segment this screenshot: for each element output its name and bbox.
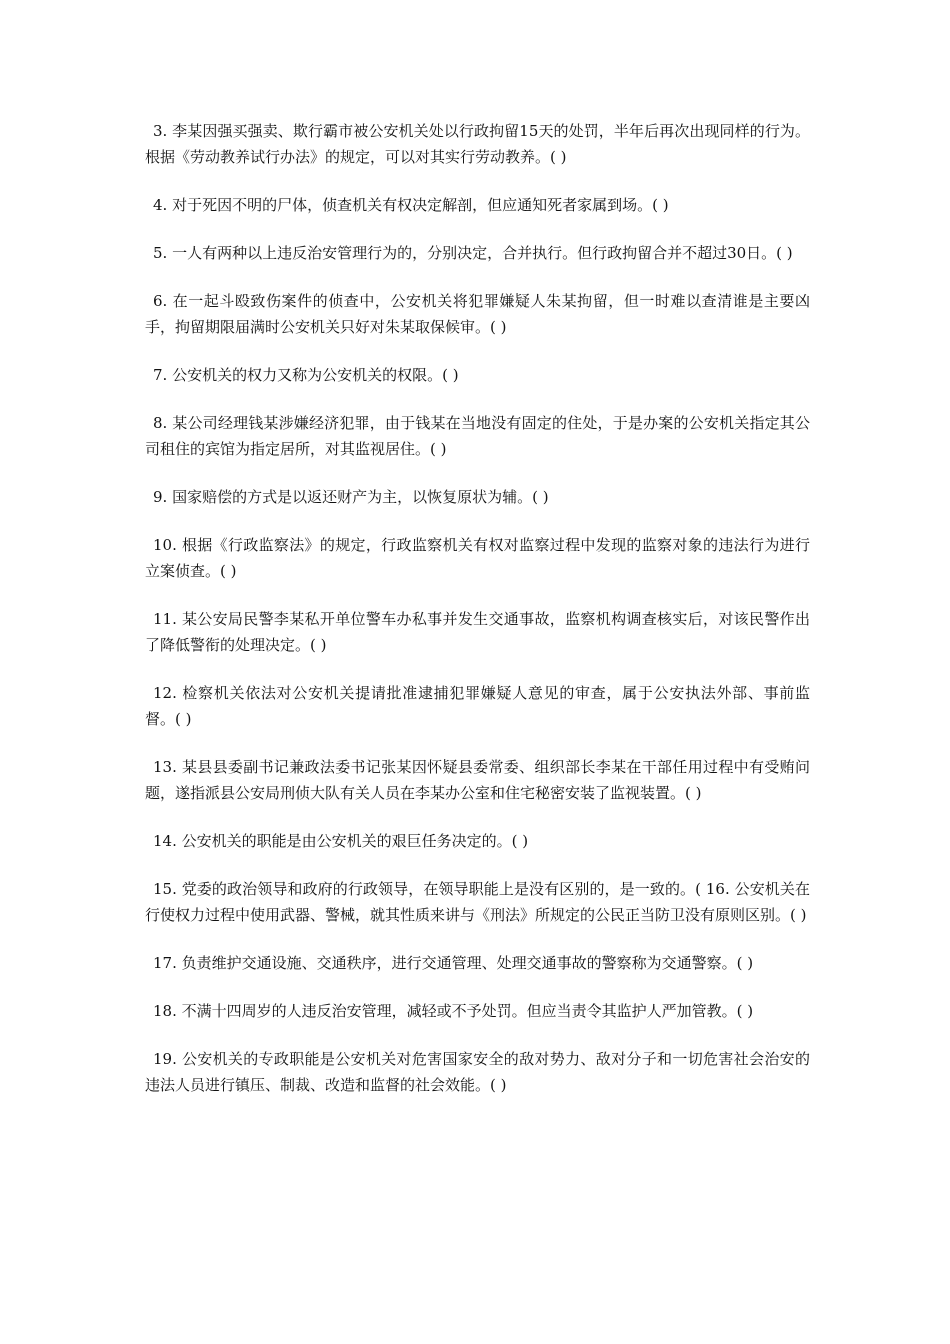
question-item-15-16: 15. 党委的政治领导和政府的行政领导，在领导职能上是没有区别的，是一致的。( 16. 公安机关在行使权力过程中使用武器、警械，就其性质来讲与《刑法》所规定的公民正当防卫没有原则区别。( )	[145, 880, 810, 924]
question-item-3: 3. 李某因强买强卖、欺行霸市被公安机关处以行政拘留15天的处罚，半年后再次出现同样的行为。根据《劳动教养试行办法》的规定，可以对其实行劳动教养。( )	[145, 122, 810, 166]
question-list	[145, 118, 810, 1120]
question-item-7: 7. 公安机关的权力又称为公安机关的权限。( )	[153, 366, 459, 384]
question-item-19: 19. 公安机关的专政职能是公安机关对危害国家安全的敌对势力、敌对分子和一切危害社会治安的违法人员进行镇压、制裁、改造和监督的社会效能。( )	[145, 1050, 810, 1094]
question-item-6: 6. 在一起斗殴致伤案件的侦查中，公安机关将犯罪嫌疑人朱某拘留，但一时难以查清谁是主要凶手，拘留期限届满时公安机关只好对朱某取保候审。( )	[145, 292, 810, 336]
question-item-17: 17. 负责维护交通设施、交通秩序，进行交通管理、处理交通事故的警察称为交通警察。( )	[153, 954, 754, 972]
question-item-12: 12. 检察机关依法对公安机关提请批准逮捕犯罪嫌疑人意见的审查，属于公安执法外部、事前监督。( )	[145, 684, 810, 728]
question-item-18: 18. 不满十四周岁的人违反治安管理，减轻或不予处罚。但应当责令其监护人严加管教。( )	[153, 1002, 754, 1020]
question-item-9: 9. 国家赔偿的方式是以返还财产为主，以恢复原状为辅。( )	[153, 488, 549, 506]
question-item-11: 11. 某公安局民警李某私开单位警车办私事并发生交通事故，监察机构调查核实后，对该民警作出了降低警衔的处理决定。( )	[145, 610, 810, 654]
question-item-10: 10. 根据《行政监察法》的规定，行政监察机关有权对监察过程中发现的监察对象的违法行为进行立案侦查。( )	[145, 536, 810, 580]
question-item-4: 4. 对于死因不明的尸体，侦查机关有权决定解剖，但应通知死者家属到场。( )	[153, 196, 669, 214]
question-item-5: 5. 一人有两种以上违反治安管理行为的，分别决定，合并执行。但行政拘留合并不超过30日。( )	[153, 244, 793, 262]
question-item-8: 8. 某公司经理钱某涉嫌经济犯罪，由于钱某在当地没有固定的住处，于是办案的公安机关指定其公司租住的宾馆为指定居所，对其监视居住。( )	[145, 414, 810, 458]
question-item-13: 13. 某县县委副书记兼政法委书记张某因怀疑县委常委、组织部长李某在干部任用过程中有受贿问题，遂指派县公安局刑侦大队有关人员在李某办公室和住宅秘密安装了监视装置。( )	[145, 758, 810, 802]
question-item-14: 14. 公安机关的职能是由公安机关的艰巨任务决定的。( )	[153, 832, 529, 850]
